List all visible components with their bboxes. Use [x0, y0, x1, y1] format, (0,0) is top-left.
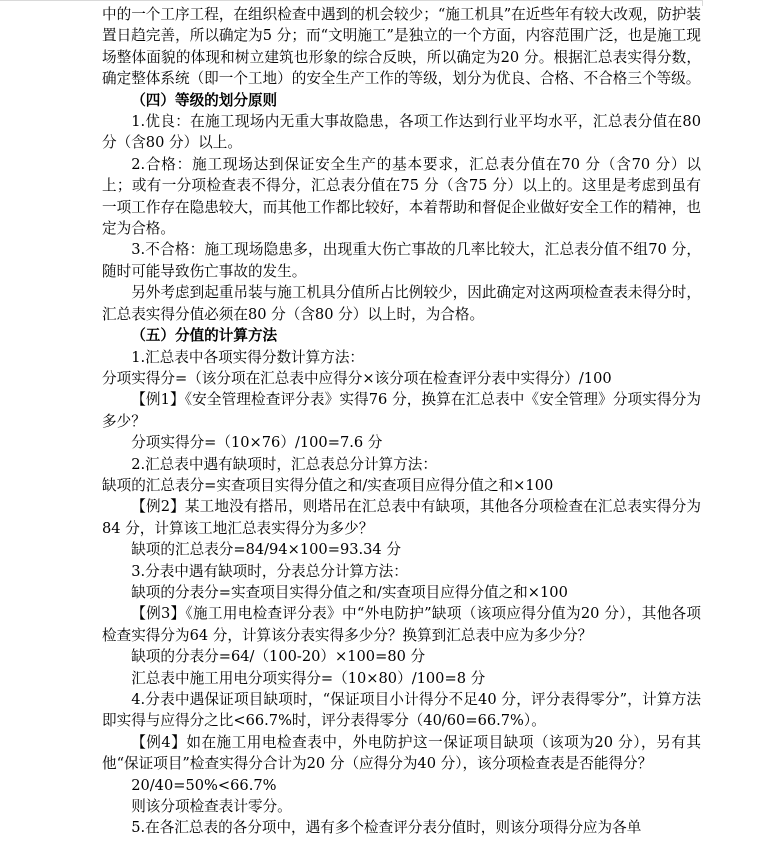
body-paragraph: 1.优良：在施工现场内无重大事故隐患，各项工作达到行业平均水平，汇总表分值在80 分（含80 分）以上。	[102, 113, 701, 152]
body-paragraph: 【例4】如在施工用电检查表中，外电防护这一保证项目缺项（该项为20 分），另有其他“保证项目”检查实得分合计为20 分（应得分为40 分），该分项检查表是否能得分？	[102, 733, 701, 773]
section-heading: （五）分值的计算方法	[131, 327, 278, 345]
body-paragraph: 4.分表中遇保证项目缺项时，“保证项目小计得分不足40 分，评分表得零分”，计算方法即实得与应得分之比<66.7%时，评分表得零分（40/60=66.7%）。	[102, 691, 701, 730]
body-paragraph: 2.汇总表中遇有缺项时，汇总表总分计算方法：	[131, 455, 437, 473]
page-margin-marker	[702, 0, 703, 6]
body-paragraph: 【例3】《施工用电检查评分表》中“外电防护”缺项（该项应得分值为20 分），其他各项检查实得分为64 分，计算该分表实得多少分？换算到汇总表中应为多少分？	[102, 605, 701, 644]
document-body	[102, 4, 701, 839]
body-paragraph: 分项实得分=（该分项在汇总表中应得分×该分项在检查评分表中实得分）/100	[102, 369, 612, 387]
formula-line: 分项实得分=（10×76）/100=7.6 分	[131, 434, 383, 452]
body-paragraph: 另外考虑到起重吊装与施工机具分值所占比例较少，因此确定对这两项检查表未得分时，汇总表实得分值必须在80 分（含80 分）以上时，为合格。	[102, 284, 701, 323]
body-paragraph: 中的一个工序工程，在组织检查中遇到的机会较少；“施工机具”在近些年有较大改观，防护装置日趋完善，所以确定为5 分；而“文明施工”是独立的一个方面，内容范围广泛，也是施工现场整体面貌的体现和树立建筑也形象的综合反映，所以确定为20 分。根据汇总表实得分数，确定整体系统（即一个工地）的安全生产工作的等级，划分为优良、合格、不合格三个等级。	[102, 6, 701, 88]
formula-line: 缺项的汇总表分=84/94×100=93.34 分	[131, 541, 401, 559]
page-top-border	[0, 0, 702, 1]
body-paragraph: 【例1】《安全管理检查评分表》实得76 分，换算在汇总表中《安全管理》分项实得分为多少？	[102, 391, 701, 430]
body-paragraph: 缺项的汇总表分=实查项目实得分值之和/实查项目应得分值之和×100	[102, 476, 554, 494]
section-heading: （四）等级的划分原则	[131, 91, 278, 109]
body-paragraph: 2.合格：施工现场达到保证安全生产的基本要求，汇总表分值在70 分（含70 分）以上；或有一分项检查表不得分，汇总表分值在75 分（含75 分）以上的。这里是考虑到虽有一项工作存在隐患较大，而其他工作都比较好，本着帮助和督促企业做好安全工作的精神，也定为合格。	[102, 155, 701, 238]
formula-line: 汇总表中施工用电分项实得分=（10×80）/100=8 分	[131, 669, 486, 687]
formula-line: 5.在各汇总表的各分项中，遇有多个检查评分表分值时，则该分项得分应为各单	[131, 819, 642, 837]
formula-line: 缺项的分表分=64/（100-20）×100=80 分	[131, 648, 426, 666]
body-paragraph: 1.汇总表中各项实得分数计算方法：	[131, 348, 365, 366]
body-paragraph: 【例2】某工地没有搭吊，则塔吊在汇总表中有缺项，其他各分项检查在汇总表实得分为84 分，计算该工地汇总表实得分为多少？	[102, 498, 701, 537]
formula-line: 则该分项检查表计零分。	[131, 798, 292, 816]
formula-line: 缺项的分表分=实查项目实得分值之和/实查项目应得分值之和×100	[131, 583, 568, 601]
formula-line: 3.分表中遇有缺项时，分表总分计算方法：	[131, 562, 408, 580]
formula-line: 20/40=50%<66.7%	[131, 776, 277, 794]
body-paragraph: 3.不合格：施工现场隐患多，出现重大伤亡事故的几率比较大，汇总表分值不组70 分，随时可能导致伤亡事故的发生。	[102, 241, 701, 280]
